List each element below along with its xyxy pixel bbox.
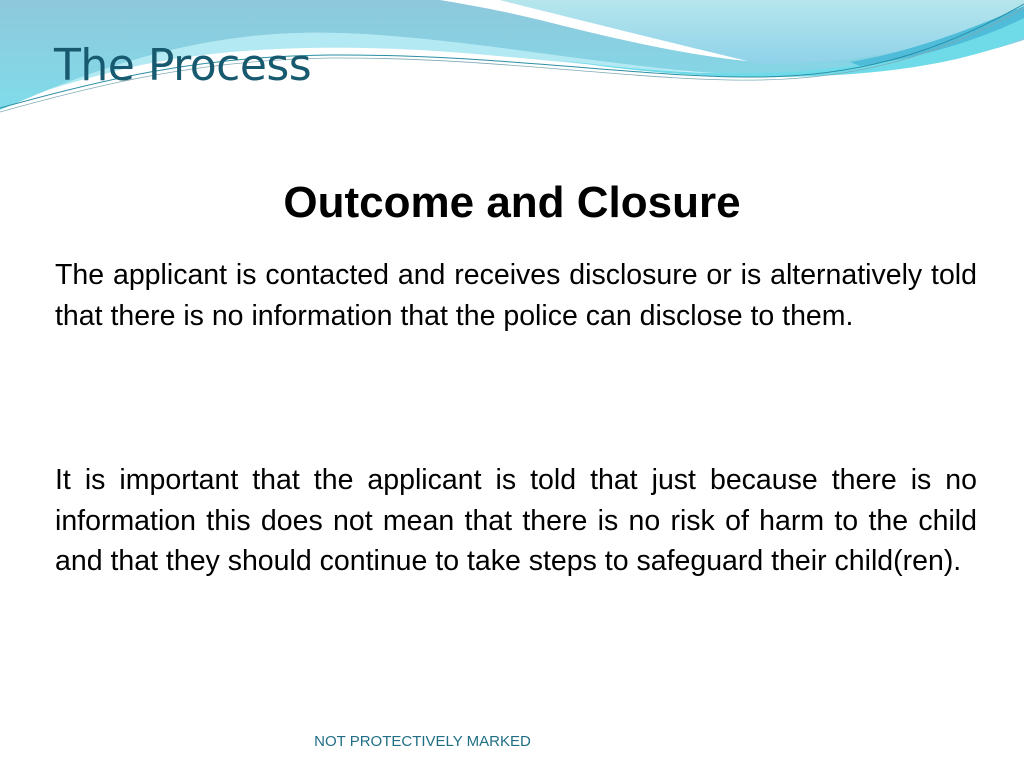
protective-marking-footer: NOT PROTECTIVELY MARKED <box>314 733 531 750</box>
body-paragraph-outcome: The applicant is contacted and receives disclosure or is alternatively told that there is no information that the police can disclose to them. <box>55 259 977 332</box>
body-paragraph-safeguarding: It is important that the applicant is told that just because there is no information this does not mean that there is no risk of harm to the child and that they should continue to take steps to safeguard their child(ren). <box>55 464 977 577</box>
section-heading: Outcome and Closure <box>283 178 741 227</box>
slide-title: The Process <box>54 40 312 91</box>
